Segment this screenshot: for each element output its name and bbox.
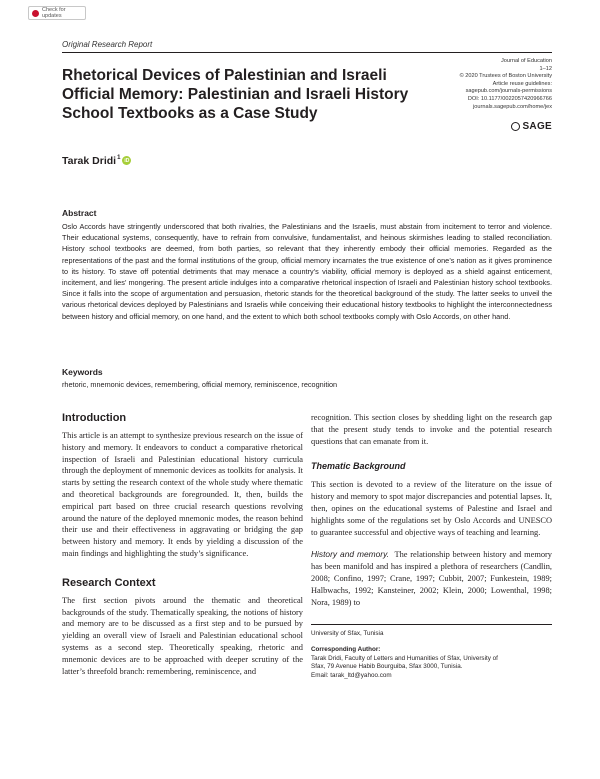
- author-name: Tarak Dridi: [62, 155, 117, 167]
- affiliation-note: University of Sfax, Tunisia: [311, 630, 384, 637]
- left-column: [62, 412, 303, 677]
- abstract-heading: Abstract: [62, 208, 97, 218]
- affiliation-mark: 1: [117, 155, 121, 161]
- check-for-updates-badge[interactable]: [28, 6, 86, 20]
- page-range: 1–12: [539, 65, 552, 72]
- footnote-rule: [311, 624, 552, 625]
- abstract-text: Oslo Accords have stringently underscored that both rivalries, the Palestinians and the Israelis, must abstain from incitement to terror and violence. Their educational systems, consequently, have to refrain from convulsive, fundamentalist, and heinous skirmishes leading to stalled reconciliation. History school textbooks are deemed, from both parties, so relevant that they inherently embody their official memories. Regarded as the representations of the past and the formal institutions of the group, official memory incarnates the true existence of one’s nation as it gives prominence to its history. To stave off potential detriments that may menace a country’s viability, official memory is deployed as a shield against enticement, incitement, and lies’ mongering. The present article indulges into a comparative rhetorical inspection of Israeli and Palestinian history school textbooks. Since it falls into the scope of argumentation and persuasion, rhetoric stands for the theoretical background of the study. The latter seeks to unveil the various rhetorical devices deployed by Palestinians and Israelis while conceiving their educational history textbooks to highlight the interconnectedness between history and official memory, on one hand, and the extent to which both school textbooks comply with Oslo Accords, on other hand.: [62, 222, 552, 321]
- thematic-background-text: This section is devoted to a review of the literature on the issue of history and memory to spot major discrepancies and potential lapses. It, then, opines on the educational systems of Palestine and Israel and highlights some of the regulations set by Oslo Accords and UNESCO to guarantee successful and objective ways of teaching and learning.: [311, 480, 552, 537]
- update-badge-label: Check for updates: [42, 7, 66, 19]
- journal-info: [402, 58, 552, 111]
- publisher-logo: [511, 121, 552, 132]
- header-rule: [62, 52, 552, 53]
- keywords-heading: Keywords: [62, 367, 103, 377]
- copyright: © 2020 Trustees of Boston University: [459, 73, 552, 80]
- author: [62, 155, 131, 167]
- thematic-background-heading: Thematic Background: [311, 461, 406, 472]
- doi-link[interactable]: DOI: 10.1177/0022057420966766: [467, 95, 552, 102]
- orcid-icon[interactable]: iD: [124, 157, 130, 164]
- journal-name: Journal of Education: [501, 58, 552, 64]
- right-column: [311, 412, 552, 608]
- paper-title: Rhetorical Devices of Palestinian and Israeli Official Memory: Palestinian and Israeli History School Textbooks as a Case Study: [62, 67, 409, 122]
- article-type: Original Research Report: [62, 40, 153, 49]
- intro-continued-text: recognition. This section closes by shedding light on the research gap that the present study tends to invoke and the potential research questions that can emanate from it.: [311, 413, 552, 446]
- introduction-text: This article is an attempt to synthesize previous research on the issue of history and memory. It endeavors to conduct a comparative rhetorical inspection of Israeli and Palestinian educational history curricula through the deployment of mnemonic devices as toolkits for analysis. It starts by setting the research context of the whole study where thematic and theoretical backgrounds are foregrounded. It, then, builds the empirical part based on three crucial research questions revolving around the nature of the deployed mnemonic modes, the reason behind their use and their effectiveness in aggravating or bridging the gap between history and memory. It ends by yielding a discussion of the main findings and highlighting the study’s significance.: [62, 431, 303, 558]
- corr-line: Sfax, 79 Avenue Habib Bourguiba, Sfax 3000, Tunisia.: [311, 663, 463, 671]
- sage-logo-icon: [511, 122, 520, 131]
- reuse-label: Article reuse guidelines:: [492, 80, 552, 87]
- research-context-heading: Research Context: [62, 576, 156, 589]
- keywords-text: rhetoric, mnemonic devices, remembering, official memory, reminiscence, recognition: [62, 380, 338, 389]
- research-context-text: The first section pivots around the thematic and theoretical backgrounds of the study. Thematically speaking, the notions of history and memory are to be discussed as a first step and to be pursued by yielding an overall view of Israeli and Palestinian educational school systems as a second step. Theoretically speaking, rhetoric and mnemonic devices are to be approached with deeper scrutiny of the latter’s threefold branch: remembering, reminiscence, and: [62, 595, 303, 676]
- journal-home-link[interactable]: journals.sagepub.com/home/jex: [473, 103, 552, 110]
- corr-line: Tarak Dridi, Faculty of Letters and Humanities of Sfax, University of: [311, 654, 498, 662]
- introduction-heading: Introduction: [62, 412, 127, 424]
- publisher-name: SAGE: [522, 121, 552, 132]
- permissions-link[interactable]: sagepub.com/journals-permissions: [465, 88, 552, 95]
- corresponding-author: [311, 646, 552, 680]
- update-badge-icon: [32, 10, 39, 17]
- history-memory-paragraph: [311, 549, 552, 608]
- corresponding-heading: Corresponding Author:: [311, 646, 381, 653]
- corr-email[interactable]: Email: tarak_ltd@yahoo.com: [311, 671, 392, 679]
- history-memory-runin: History and memory.: [311, 549, 389, 560]
- history-memory-text: The relationship between history and memory has been manifold and has inspired a plethora of researchers (Candlin, 2008; Confino, 1997; Crane, 1997; Cubbit, 2007; Funkestein, 1989; Halbwachs, 1992; Kansteiner, 2002; Klein, 2000; Lowenthal, 1998; Nora, 1989) to: [311, 550, 552, 607]
